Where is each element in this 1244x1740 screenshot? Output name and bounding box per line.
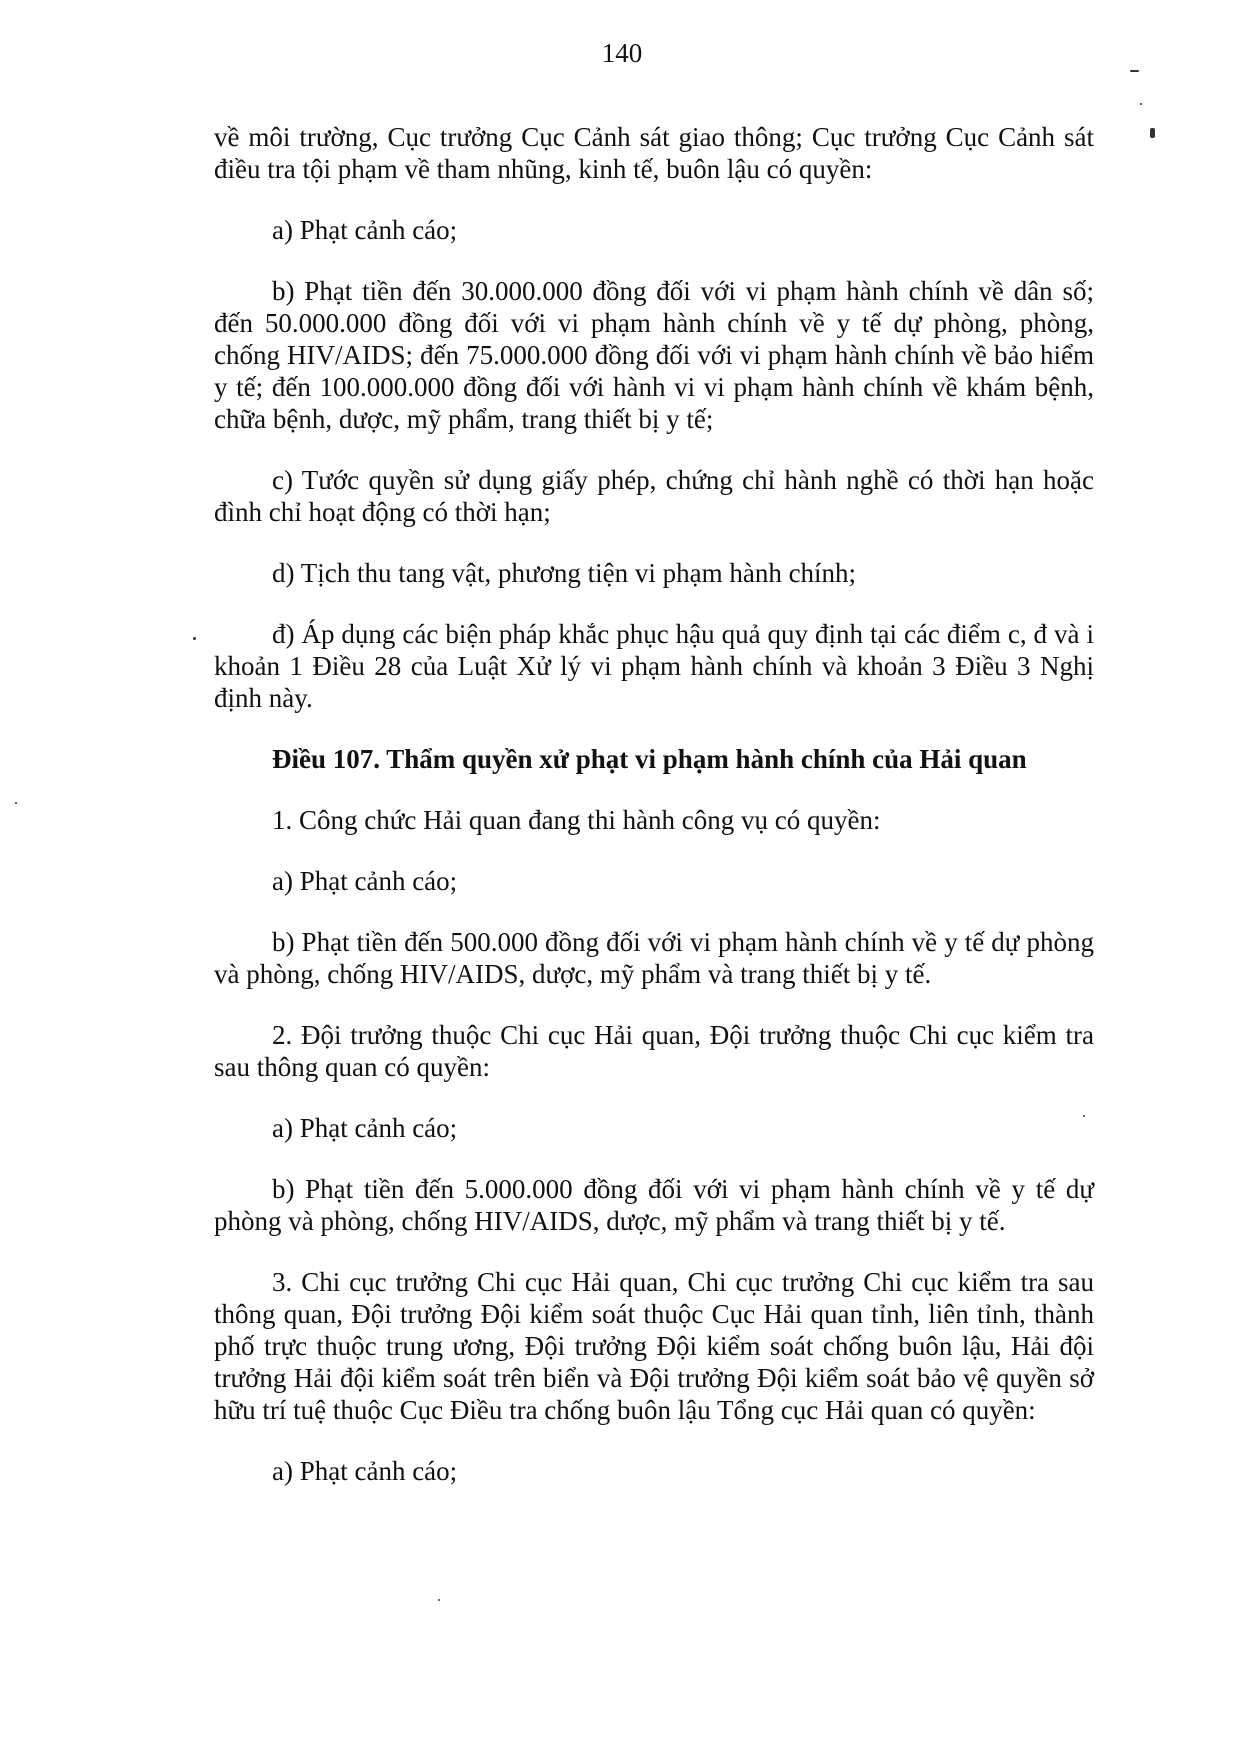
paragraph-item: a) Phạt cảnh cáo; [272, 1113, 458, 1143]
paragraph-item: a) Phạt cảnh cáo; [272, 1456, 458, 1486]
scan-mark [1083, 1115, 1085, 1117]
scan-mark [438, 1599, 440, 1601]
scan-mark [1140, 103, 1142, 105]
page-number: 140 [601, 38, 643, 68]
scan-mark [1130, 70, 1139, 72]
paragraph-item: a) Phạt cảnh cáo; [272, 866, 458, 896]
document-body [214, 121, 1094, 1516]
paragraph-item: b) Phạt tiền đến 30.000.000 đồng đối với vi phạm hành chính về dân số; đến 50.000.000 đồng đối với vi phạm hành chính về y tế dự phòng, phòng, chống HIV/AIDS; đến 75.000.000 đồng đối với vi phạm hành chính về bảo hiểm y tế; đến 100.000.000 đồng đối với hành vi vi phạm hành chính về khám bệnh, chữa bệnh, dược, mỹ phẩm, trang thiết bị y tế; [214, 276, 1094, 434]
paragraph-item: b) Phạt tiền đến 5.000.000 đồng đối với vi phạm hành chính về y tế dự phòng và phòng, chống HIV/AIDS, dược, mỹ phẩm và trang thiết bị y tế. [214, 1174, 1094, 1236]
paragraph-item: đ) Áp dụng các biện pháp khắc phục hậu quả quy định tại các điểm c, đ và i khoản 1 Điều 28 của Luật Xử lý vi phạm hành chính và khoản 3 Điều 3 Nghị định này. [214, 619, 1094, 713]
paragraph-item: c) Tước quyền sử dụng giấy phép, chứng chỉ hành nghề có thời hạn hoặc đình chỉ hoạt động có thời hạn; [214, 465, 1094, 527]
paragraph-continuation: về môi trường, Cục trưởng Cục Cảnh sát giao thông; Cục trưởng Cục Cảnh sát điều tra tội phạm về tham nhũng, kinh tế, buôn lậu có quyền: [214, 122, 1094, 184]
paragraph-item: b) Phạt tiền đến 500.000 đồng đối với vi phạm hành chính về y tế dự phòng và phòng, chống HIV/AIDS, dược, mỹ phẩm và trang thiết bị y tế. [214, 927, 1094, 989]
paragraph-item: 1. Công chức Hải quan đang thi hành công vụ có quyền: [272, 805, 881, 835]
paragraph-item: a) Phạt cảnh cáo; [272, 215, 458, 245]
paragraph-item: 3. Chi cục trưởng Chi cục Hải quan, Chi cục trưởng Chi cục kiểm tra sau thông quan, Đội trưởng Đội kiểm soát thuộc Cục Hải quan tỉnh, liên tỉnh, thành phố trực thuộc trung ương, Đội trưởng Đội kiểm soát chống buôn lậu, Hải đội trưởng Hải đội kiểm soát trên biển và Đội trưởng Đội kiểm soát bảo vệ quyền sở hữu trí tuệ thuộc Cục Điều tra chống buôn lậu Tổng cục Hải quan có quyền: [214, 1267, 1094, 1425]
scan-mark [193, 637, 196, 640]
scan-mark [1150, 128, 1155, 138]
paragraph-item: d) Tịch thu tang vật, phương tiện vi phạm hành chính; [272, 558, 857, 588]
scan-mark [15, 802, 17, 804]
article-heading: Điều 107. Thẩm quyền xử phạt vi phạm hành chính của Hải quan [272, 744, 1027, 774]
paragraph-item: 2. Đội trưởng thuộc Chi cục Hải quan, Đội trưởng thuộc Chi cục kiểm tra sau thông quan có quyền: [214, 1020, 1094, 1082]
